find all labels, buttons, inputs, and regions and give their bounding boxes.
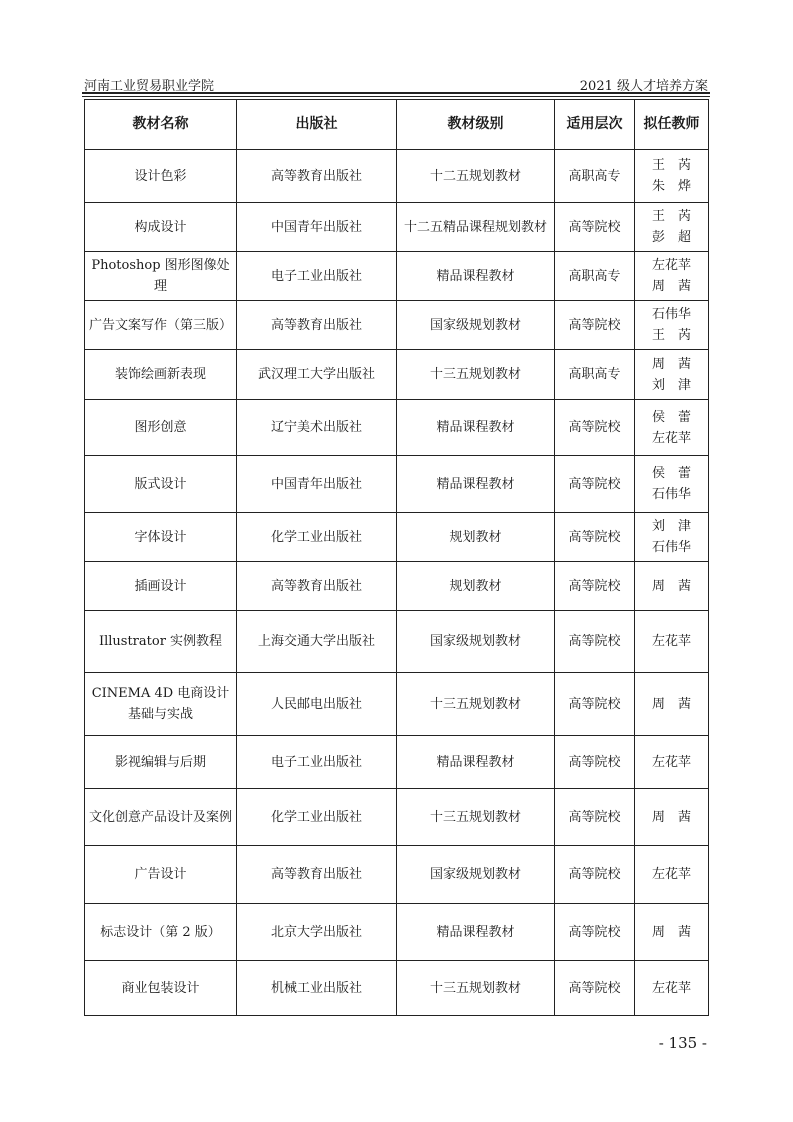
teacher: 左花苹 <box>651 980 691 996</box>
cell-teachers <box>635 611 709 673</box>
table-row <box>85 252 709 301</box>
cell-teachers <box>635 400 709 456</box>
cell-teachers <box>635 904 709 961</box>
cell-scope: 高职高专 <box>555 350 635 400</box>
cell-publisher: 高等教育出版社 <box>237 846 397 904</box>
cell-publisher: 中国青年出版社 <box>237 456 397 513</box>
cell-scope: 高职高专 <box>555 150 635 203</box>
table-row <box>85 846 709 904</box>
teacher: 刘 津 <box>651 377 691 393</box>
cell-teachers <box>635 513 709 562</box>
cell-scope: 高等院校 <box>555 301 635 350</box>
teacher: 周 茜 <box>651 356 691 372</box>
table-row <box>85 203 709 252</box>
table-row <box>85 673 709 736</box>
cell-publisher: 高等教育出版社 <box>237 301 397 350</box>
cell-level: 国家级规划教材 <box>397 846 555 904</box>
cell-scope: 高等院校 <box>555 961 635 1016</box>
cell-publisher: 机械工业出版社 <box>237 961 397 1016</box>
cell-publisher: 电子工业出版社 <box>237 252 397 301</box>
cell-scope: 高等院校 <box>555 562 635 611</box>
table-row <box>85 513 709 562</box>
cell-name: 商业包装设计 <box>85 961 237 1016</box>
teacher: 左花苹 <box>651 754 691 770</box>
teacher: 周 茜 <box>651 696 691 712</box>
cell-publisher: 辽宁美术出版社 <box>237 400 397 456</box>
cell-teachers <box>635 150 709 203</box>
table-row <box>85 301 709 350</box>
page-number: - 135 - <box>658 1034 707 1052</box>
cell-level: 精品课程教材 <box>397 400 555 456</box>
teacher: 周 茜 <box>651 279 691 294</box>
teacher: 周 茜 <box>651 809 691 825</box>
cell-name: 广告设计 <box>85 846 237 904</box>
cell-level: 十三五规划教材 <box>397 789 555 846</box>
column-header-level: 教材级别 <box>397 100 555 150</box>
cell-scope: 高等院校 <box>555 513 635 562</box>
cell-level: 国家级规划教材 <box>397 611 555 673</box>
cell-publisher: 北京大学出版社 <box>237 904 397 961</box>
cell-publisher: 武汉理工大学出版社 <box>237 350 397 400</box>
table-header-row <box>85 100 709 150</box>
cell-level: 十二五规划教材 <box>397 150 555 203</box>
cell-scope: 高等院校 <box>555 789 635 846</box>
cell-teachers <box>635 350 709 400</box>
column-header-publisher: 出版社 <box>237 100 397 150</box>
cell-publisher: 高等教育出版社 <box>237 562 397 611</box>
teacher: 左花苹 <box>651 430 691 446</box>
teacher: 朱 烨 <box>651 179 691 194</box>
teacher: 侯 蕾 <box>651 409 691 425</box>
column-header-name: 教材名称 <box>85 100 237 150</box>
teacher: 周 茜 <box>651 578 691 594</box>
teacher: 石伟华 <box>651 487 691 502</box>
cell-scope: 高等院校 <box>555 736 635 789</box>
table-row <box>85 736 709 789</box>
cell-name: CINEMA 4D 电商设计基础与实战 <box>85 673 237 736</box>
teacher: 王 芮 <box>651 209 691 224</box>
cell-level: 国家级规划教材 <box>397 301 555 350</box>
cell-name: 设计色彩 <box>85 150 237 203</box>
cell-publisher: 中国青年出版社 <box>237 203 397 252</box>
cell-publisher: 化学工业出版社 <box>237 789 397 846</box>
cell-name: 构成设计 <box>85 203 237 252</box>
table-row <box>85 562 709 611</box>
cell-level: 十三五规划教材 <box>397 961 555 1016</box>
cell-teachers <box>635 203 709 252</box>
cell-level: 规划教材 <box>397 562 555 611</box>
cell-teachers <box>635 846 709 904</box>
cell-name: 文化创意产品设计及案例 <box>85 789 237 846</box>
column-header-teachers: 拟任教师 <box>635 100 709 150</box>
cell-level: 精品课程教材 <box>397 736 555 789</box>
cell-scope: 高等院校 <box>555 611 635 673</box>
cell-scope: 高等院校 <box>555 904 635 961</box>
cell-level: 精品课程教材 <box>397 904 555 961</box>
cell-publisher: 电子工业出版社 <box>237 736 397 789</box>
cell-teachers <box>635 252 709 301</box>
header-doc-title: 2021 级人才培养方案 <box>579 79 708 94</box>
cell-scope: 高等院校 <box>555 846 635 904</box>
table-row <box>85 611 709 673</box>
header-rule-thick <box>82 92 710 94</box>
header-institution: 河南工业贸易职业学院 <box>84 79 215 94</box>
table-row <box>85 150 709 203</box>
table-row <box>85 456 709 513</box>
cell-scope: 高等院校 <box>555 456 635 513</box>
cell-teachers <box>635 789 709 846</box>
cell-name: Photoshop 图形图像处理 <box>85 252 237 301</box>
cell-name: 插画设计 <box>85 562 237 611</box>
cell-name: 版式设计 <box>85 456 237 513</box>
cell-scope: 高职高专 <box>555 252 635 301</box>
header-rule-thin <box>82 96 710 97</box>
table-row <box>85 400 709 456</box>
cell-level: 十三五规划教材 <box>397 350 555 400</box>
teacher: 王 芮 <box>651 328 691 343</box>
table-row <box>85 789 709 846</box>
teacher: 王 芮 <box>651 158 691 173</box>
teacher: 刘 津 <box>651 519 691 534</box>
teacher: 左花苹 <box>651 634 691 649</box>
table-row <box>85 350 709 400</box>
cell-level: 精品课程教材 <box>397 456 555 513</box>
teacher: 彭 超 <box>651 230 691 245</box>
cell-level: 十二五精品课程规划教材 <box>397 203 555 252</box>
cell-scope: 高等院校 <box>555 673 635 736</box>
teacher: 左花苹 <box>651 867 691 882</box>
cell-teachers <box>635 562 709 611</box>
teacher: 石伟华 <box>651 540 691 555</box>
table-row <box>85 961 709 1016</box>
cell-name: 图形创意 <box>85 400 237 456</box>
cell-teachers <box>635 673 709 736</box>
cell-name: Illustrator 实例教程 <box>85 611 237 673</box>
cell-teachers <box>635 961 709 1016</box>
cell-scope: 高等院校 <box>555 203 635 252</box>
cell-name: 字体设计 <box>85 513 237 562</box>
cell-name: 广告文案写作（第三版） <box>85 301 237 350</box>
cell-publisher: 化学工业出版社 <box>237 513 397 562</box>
column-header-scope: 适用层次 <box>555 100 635 150</box>
cell-name: 标志设计（第 2 版） <box>85 904 237 961</box>
cell-teachers <box>635 456 709 513</box>
cell-level: 规划教材 <box>397 513 555 562</box>
cell-scope: 高等院校 <box>555 400 635 456</box>
teacher: 周 茜 <box>651 924 691 940</box>
teacher: 石伟华 <box>651 307 691 322</box>
cell-teachers <box>635 736 709 789</box>
cell-name: 装饰绘画新表现 <box>85 350 237 400</box>
cell-publisher: 高等教育出版社 <box>237 150 397 203</box>
cell-level: 十三五规划教材 <box>397 673 555 736</box>
cell-teachers <box>635 301 709 350</box>
cell-publisher: 上海交通大学出版社 <box>237 611 397 673</box>
cell-level: 精品课程教材 <box>397 252 555 301</box>
teacher: 侯 蕾 <box>651 466 691 481</box>
textbook-table <box>84 99 709 1016</box>
cell-name: 影视编辑与后期 <box>85 736 237 789</box>
table-row <box>85 904 709 961</box>
cell-publisher: 人民邮电出版社 <box>237 673 397 736</box>
teacher: 左花苹 <box>651 258 691 273</box>
